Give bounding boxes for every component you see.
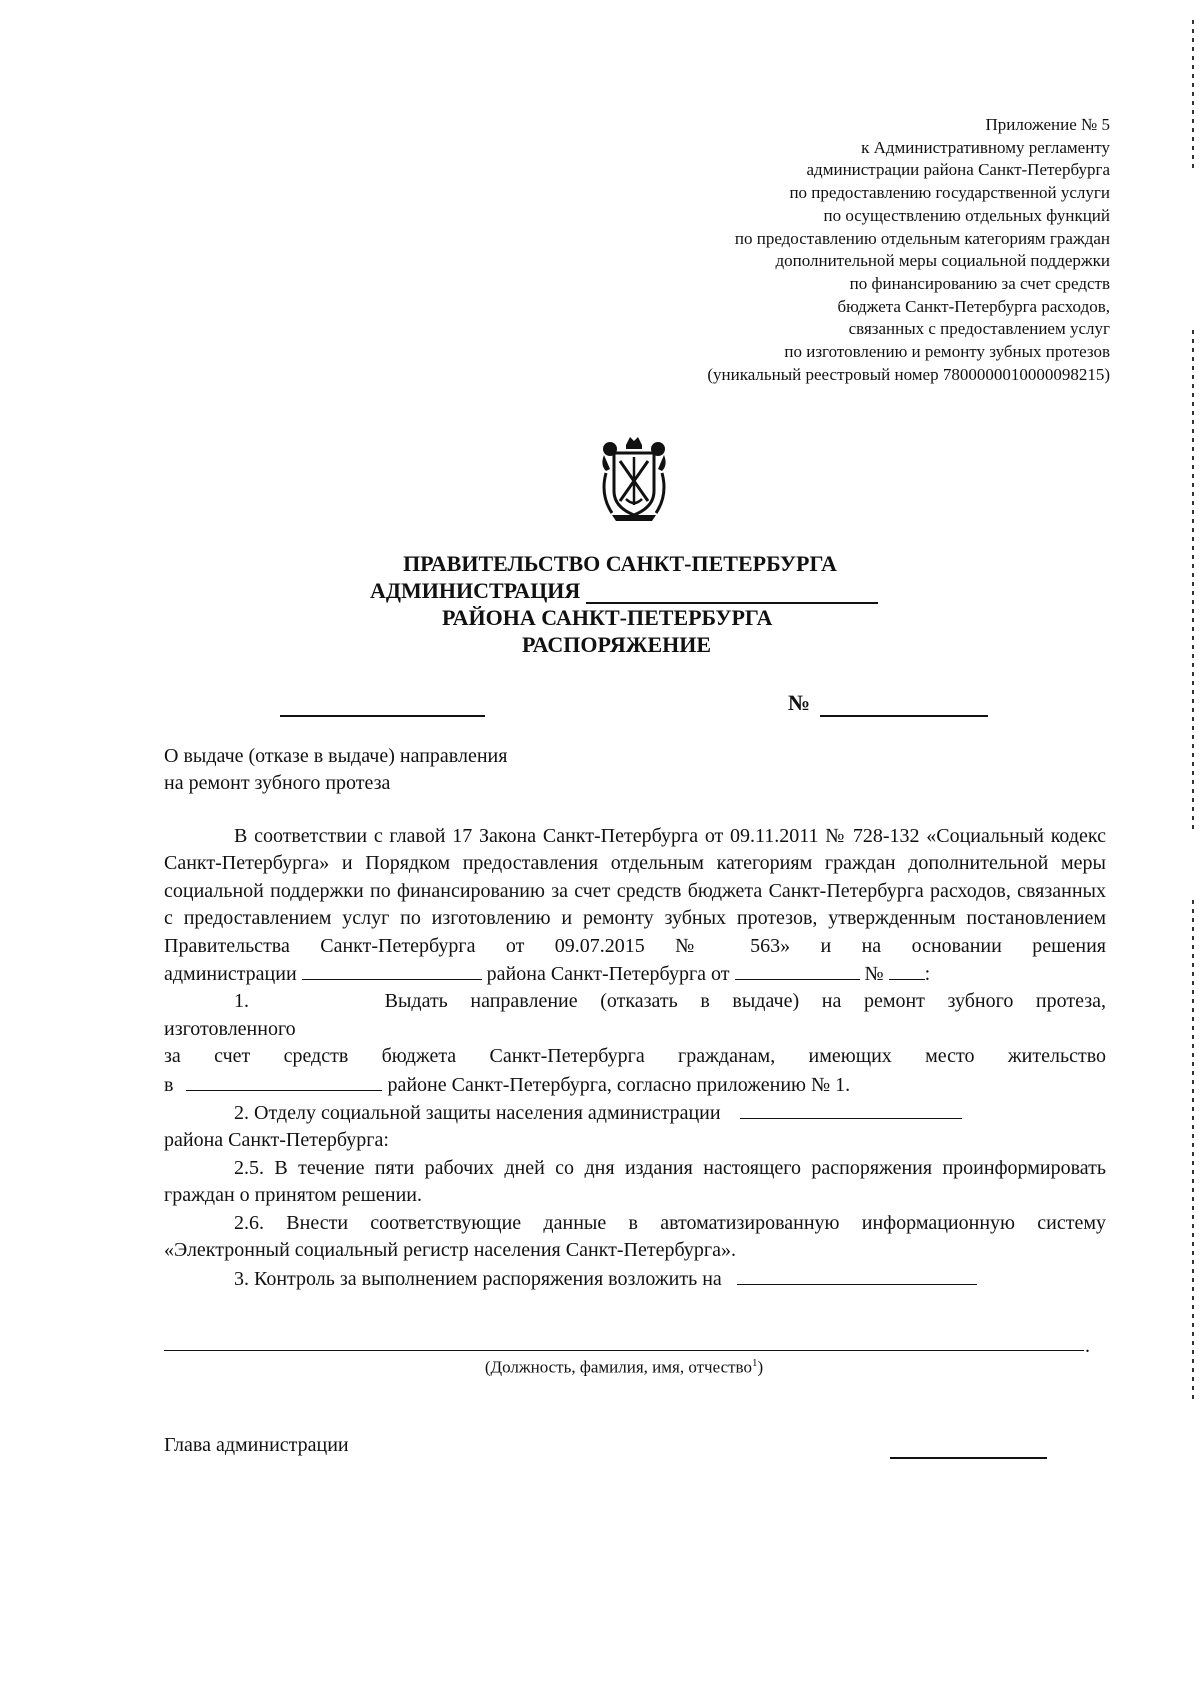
item-2 <box>164 1099 1106 1127</box>
responsible-person-caption <box>164 1357 1084 1378</box>
appendix-line: дополнительной меры социальной поддержки <box>775 251 1110 271</box>
scan-edge-mark <box>1192 900 1194 1400</box>
intro-admin: администрации <box>164 963 297 986</box>
intro-no: № <box>864 963 884 986</box>
appendix-line: по финансированию за счет средств <box>849 273 1110 293</box>
scan-edge-mark <box>1192 20 1194 170</box>
item-2-5: 2.5. В течение пяти рабочих дней со дня издания настоящего распоряжения проинформировать граждан о принятом решении. <box>164 1156 1106 1207</box>
responsible-person-dot: . <box>1085 1335 1090 1357</box>
caption-end: ) <box>757 1357 764 1377</box>
item-1 <box>164 988 1106 1015</box>
item-3-text: 3. Контроль за выполнением распоряжения возложить на <box>234 1267 722 1290</box>
item-1-district-line <box>164 1071 1106 1099</box>
intro-district: района Санкт-Петербурга от <box>486 963 730 986</box>
number-blank <box>820 715 988 717</box>
item-1-continuation: изготовленного <box>164 1017 296 1040</box>
title-order: РАСПОРЯЖЕНИЕ <box>522 632 712 657</box>
responsible-person-line <box>164 1350 1084 1351</box>
decision-number-blank <box>889 960 925 980</box>
item-1-line3: за счет средств бюджета Санкт-Петербурга гражданам, имеющих место жительство <box>164 1045 1106 1068</box>
scan-edge-mark <box>1192 330 1194 830</box>
subject-line: О выдаче (отказе в выдаче) направления <box>164 745 508 767</box>
title-administration <box>280 577 930 604</box>
order-body <box>164 823 1106 1293</box>
appendix-line: бюджета Санкт-Петербурга расходов, <box>837 296 1110 316</box>
item-3 <box>164 1265 1106 1293</box>
appendix-line: связанных с предоставлением услуг <box>848 319 1110 339</box>
coat-of-arms-icon <box>598 435 670 523</box>
item-2-text: 2. Отделу социальной защиты населения администрации <box>234 1102 721 1125</box>
administration-blank <box>586 582 878 604</box>
decision-date-blank <box>735 960 860 980</box>
item-2-6: 2.6. Внести соответствующие данные в автоматизированную информационную систему «Электронный социальный регистр населения Санкт-Петербурга». <box>164 1211 1106 1262</box>
head-of-administration-label: Глава администрации <box>164 1434 349 1456</box>
item-1-tail: районе Санкт-Петербурга, согласно приложению № 1. <box>387 1073 851 1096</box>
control-person-blank <box>737 1265 977 1285</box>
admin-name-blank <box>302 960 482 980</box>
appendix-line: администрации района Санкт-Петербурга <box>806 160 1110 180</box>
intro-paragraph: В соответствии с главой 17 Закона Санкт-Петербурга от 09.11.2011 № 728-132 «Социальный кодекс Санкт-Петербурга» и Порядком предоставления отдельным категориям граждан дополнительной меры социальной поддержки по финансированию за счет средств бюджета Санкт-Петербурга расходов, связанных с предоставлением услуг по изготовлению и ремонту зубных протезов, утвержденным постановлением Правительства Санкт-Петербурга от 09.07.2015 № 563» и на основании решения <box>164 825 1106 957</box>
order-subject <box>164 743 664 797</box>
appendix-line: к Административному регламенту <box>861 137 1110 157</box>
caption-footnote-mark: 1 <box>751 1357 758 1369</box>
item-1-number: 1. <box>234 990 249 1013</box>
appendix-line: по осуществлению отдельных функций <box>823 205 1110 225</box>
caption-text: (Должность, фамилия, имя, отчество <box>484 1357 752 1377</box>
head-signature-blank <box>890 1457 1047 1459</box>
appendix-header <box>550 114 1110 386</box>
intro-decision-line <box>164 960 1106 988</box>
title-government: ПРАВИТЕЛЬСТВО САНКТ-ПЕТЕРБУРГА <box>403 551 837 576</box>
item-2-admin-blank <box>740 1099 962 1119</box>
subject-line: на ремонт зубного протеза <box>164 772 391 794</box>
appendix-line: по предоставлению государственной услуги <box>789 183 1110 203</box>
appendix-line: (уникальный реестровый номер 7800000010000098215) <box>707 364 1110 384</box>
intro-colon: : <box>924 963 931 986</box>
item-1-in: в <box>164 1073 174 1096</box>
residence-district-blank <box>186 1071 382 1091</box>
appendix-line: Приложение № 5 <box>985 115 1110 134</box>
appendix-line: по предоставлению отдельным категориям граждан <box>734 228 1110 248</box>
title-block <box>280 550 930 658</box>
appendix-line: по изготовлению и ремонту зубных протезов <box>784 342 1110 362</box>
number-label: № <box>788 690 811 715</box>
item-2-continuation: района Санкт-Петербурга: <box>164 1129 389 1152</box>
title-administration-label: АДМИНИСТРАЦИЯ <box>370 578 581 603</box>
title-district: РАЙОНА САНКТ-ПЕТЕРБУРГА <box>442 605 773 630</box>
item-1-text: Выдать направление (отказать в выдаче) на ремонт зубного протеза, <box>384 990 1107 1013</box>
date-blank <box>280 715 485 717</box>
